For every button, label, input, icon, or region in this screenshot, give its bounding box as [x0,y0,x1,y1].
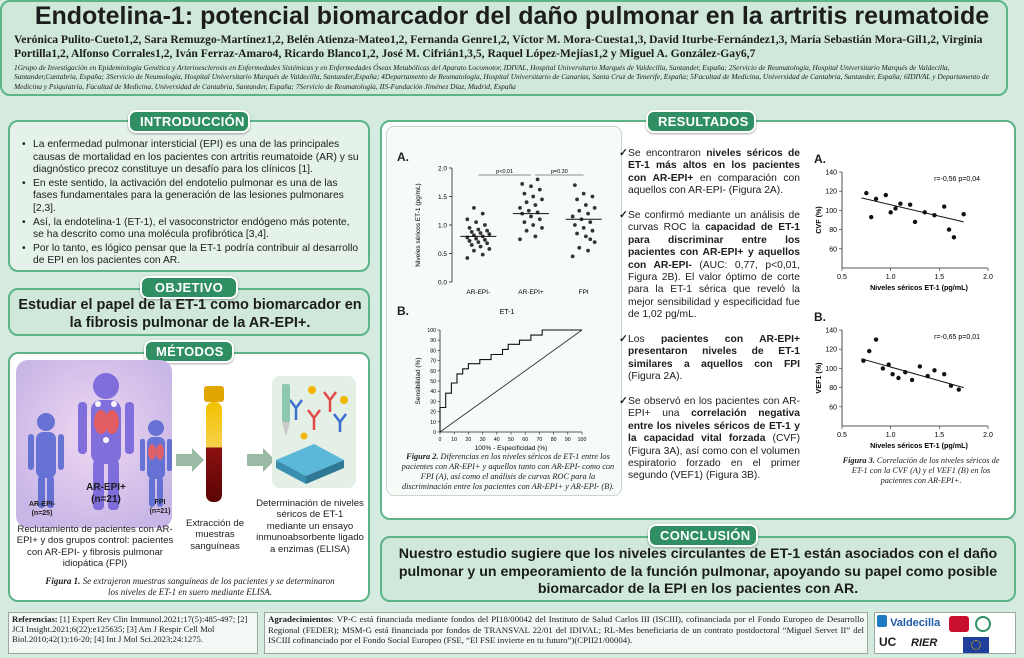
fig2b-chart [412,308,618,454]
x-tick-label: 20 [465,437,472,443]
fig3-caption-text: Correlación de los niveles séricos de ET-1 con la CVF (A) y el VEF1 (B) en los pacientes con AR-EPI+. [851,456,1000,485]
y-tick-label: 100 [825,365,837,373]
y-tick-label: 120 [825,346,837,354]
y-tick-label: 100 [427,328,436,334]
data-point [536,178,540,182]
y-axis-label: Niveles séricos ET-1 (pg/mL) [415,183,422,267]
data-point [942,204,946,208]
x-tick-label: FPI [578,289,589,296]
data-point [961,212,965,216]
data-point [468,239,472,243]
x-tick-label: 2.0 [983,274,993,281]
significance-label: p<0.01 [496,169,514,175]
data-point [470,243,474,247]
arrow-right-icon [247,448,275,472]
fig2a-panel-label: A. [397,150,409,164]
y-tick-label: 0 [433,430,436,436]
acknowledgements-body: : VP-C está financiada mediante fondos del PI18/00042 del Instituto de Salud Carlos III (ISCIII), cofinanciada por el Fondo Europeo de Desarrollo Regional (FEDER); MSM-G está financiada por fondos de TRANSVAL 22/01 del IDIVAL; RL-Mes beneficiaria de un contrato postdoctoral “Miguel Servet II” del ISCIII cofinanciado por el Fondo Social Europeo (FSE, “El FSE invierte en tu futuro”)(CPII21/00004). [268,614,864,646]
correlation-annotation: r=-0,56 p=0,04 [934,176,980,183]
y-tick-label: 100 [825,207,837,215]
data-point [593,240,597,244]
chart-title: ET-1 [499,309,515,316]
significance-label: p=0.30 [550,169,568,175]
y-tick-label: 140 [825,169,837,177]
data-point [896,376,900,380]
data-point [571,215,575,219]
logos-box [874,612,1016,654]
result-bullet-pre: Los [628,334,661,345]
data-point [485,241,489,245]
methods-heading: MÉTODOS [144,340,234,363]
data-point [487,232,491,236]
result-bullet-pre: Se confirmó mediante un análisis de curvas ROC la [628,210,800,234]
affiliations: 1Grupo de Investigación en Epidemiología Genética y Arterioesclerosis en Enfermedades Sistémicas y en Enfermedades Óseas Metabólicas del Aparato Locomotor, IDIVAL, Hospital Universitario Marqués de Valdecilla, Santander, España; 2Servicio de Reumatología, Hospital Universitario Marqués de Valdecilla, Santander,Cantabria, España; 3Servicio de Neumología, Hospital Universitario Marqués de Valdecilla, Santander,España; 4Departamento de Reumatología, Hospital Universitario de Canarias, Santa Cruz de Tenerife, España; 5Facultad de Medicina, Universidad de Cantabria, Santander, España; 6IDIVAL y Departamento de Medicina y Psiquiatría, Facultad de Medicina, Universidad de Cantabria, Santander, España; 7Servicio de Reumatología, IIS-Fundación Jiménez Díaz, Madrid, España [14,63,989,91]
data-point [874,337,878,341]
x-tick-label: 60 [522,437,529,443]
y-tick-label: 60 [829,246,837,254]
data-point [465,217,469,221]
x-tick-label: 0.5 [837,274,847,281]
data-point [898,201,902,205]
data-point [472,249,476,253]
data-point [932,213,936,217]
intro-bullet: • Así, la endotelina-1 (ET-1), el vasoconstrictor endógeno más potente, se ha descrito como una molécula profibrótica [3,4]. [20,217,362,242]
data-point [465,256,469,260]
y-tick-label: 80 [829,385,837,393]
data-point [887,362,891,366]
data-point [925,374,929,378]
valdecilla-logo-text: Valdecilla [890,617,941,629]
y-axis-label: Sensibilidad (%) [415,357,422,405]
data-point [474,220,478,224]
data-point [525,200,529,204]
data-point [534,203,538,207]
result-bullet-post: (Figura 2A). [628,371,683,383]
fig3-caption [836,456,1006,486]
data-point [518,237,522,241]
data-point [593,206,597,210]
references-list: [1] Expert Rev Clin Immunol.2021;17(5):485-497; [2] JCI Insight.2021;6(22):e125635; [3] Am J Respir Cell Mol Biol.2010;42(1):16-20; [4] Int J Mol Sci.2023;24:1275. [12,614,248,644]
data-point [529,184,533,188]
data-point [952,235,956,239]
data-point [540,197,544,201]
regression-line [861,359,963,388]
data-point [586,212,590,216]
conclusion-heading: CONCLUSIÓN [648,524,758,547]
checkmark-icon: ✓ [619,210,628,221]
x-axis-label: 100% - Especificidad (%) [474,445,548,452]
data-point [481,253,485,257]
intro-bullet: • En este sentido, la activación del endotelio pulmonar es una de las fases fundamentales para la generación de las lesiones pulmonares [2,3]. [20,178,362,216]
x-tick-label: 90 [564,437,571,443]
y-tick-label: 30 [430,399,436,406]
data-point [476,228,480,232]
data-point [523,220,527,224]
result-bullet-pre: Se encontraron [628,148,707,159]
data-point [523,192,527,196]
uc-logo: UC [879,635,897,649]
spain-government-logo [949,616,969,632]
data-point [476,240,480,244]
y-tick-label: 40 [430,389,436,396]
data-point [472,206,476,210]
data-point [577,246,581,250]
data-point [588,220,592,224]
results-heading: RESULTADOS [646,110,756,133]
result-bullet-3 [619,334,800,384]
data-point [577,209,581,213]
poster-title: Endotelina-1: potencial biomarcador del daño pulmonar en la artritis reumatoide [34,2,990,30]
x-axis-label: Niveles séricos ET-1 (pg/mL) [870,283,968,292]
data-point [861,359,865,363]
blood-tube-icon [204,386,224,502]
arrow-right-icon [176,448,204,472]
data-point [479,231,483,235]
data-point [582,226,586,230]
data-point [913,220,917,224]
data-point [520,182,524,186]
conclusion-text: Nuestro estudio sugiere que los niveles circulantes de ET-1 están asociados con el daño pulmonar y un empeoramiento de la función pulmonar, apoyando su papel como posible biomarcador de la EPI en los pacientes con AR. [398,546,998,597]
y-tick-label: 60 [430,368,436,375]
x-tick-label: 2.0 [983,432,993,439]
group-right-label [142,498,178,516]
data-point [890,372,894,376]
references-text [12,614,256,644]
y-tick-label: 0.5 [437,251,447,258]
result-bullet-1 [619,148,800,198]
data-point [586,249,590,253]
data-point [575,197,579,201]
fig1-caption-text: Se extrajeron muestras sanguíneas de los pacientes y se determinaron los niveles de ET-1 en suero mediante ELISA. [82,576,335,597]
methods-step3: Determinación de niveles séricos de ET-1 mediante un ensayo inmunoabsorbente ligado a enzimas (ELISA) [256,498,364,555]
fig2a-chart [412,160,618,300]
valdecilla-logo [877,615,941,633]
data-point [483,223,487,227]
objective-heading: OBJETIVO [140,276,238,299]
data-point [957,387,961,391]
data-point [910,378,914,382]
acknowledgements-text [268,614,864,646]
y-tick-label: 120 [825,188,837,196]
group-center-name: AR-EPI+ [86,482,126,493]
intro-bullet: • Por lo tanto, es lógico pensar que la ET-1 podría contribuir al desarrollo de EPI en los pacientes con AR. [20,243,362,268]
checkmark-icon: ✓ [619,148,628,159]
x-tick-label: 50 [508,437,514,443]
y-tick-label: 80 [829,227,837,235]
data-point [949,383,953,387]
author-list: Verónica Pulito-Cueto1,2, Sara Remuzgo-Martínez1,2, Belén Atienza-Mateo1,2, Fernanda Genre1,2, Víctor M. Mora-Cuesta1,3, David Iturbe-Fernández1,3, María Sebastián Mora-Gil1,2, Virginia Portilla1,2, Alfonso Corrales1,2, Iván Ferraz-Amaro4, Ricardo Blanco1,2, José M. Cifrián1,3,5, Raquel López-Mejías1,2 y Miguel A. González-Gay6,7 [14,33,983,60]
data-point [573,183,577,187]
x-tick-label: 1.0 [885,432,896,439]
data-point [908,202,912,206]
data-point [518,206,522,210]
data-point [584,203,588,207]
data-point [918,364,922,368]
data-point [474,237,478,241]
methods-step1: Reclutamiento de pacientes con AR-EPI+ y dos grupos control: pacientes con AR-EPI- y fibrosis pulmonar idiopática (FPI) [16,524,174,570]
fig2b-panel-label: B. [397,304,409,318]
group-left-label [22,500,62,518]
rier-logo: RIER [911,637,938,649]
data-point [582,192,586,196]
fig3b-chart [812,322,1008,452]
fig3b-panel-label: B. [814,310,826,324]
data-point [481,212,485,216]
data-point [534,235,538,239]
y-tick-label: 60 [829,404,837,412]
intro-bullets [20,139,362,269]
y-tick-label: 10 [430,419,436,426]
fig3-caption-label: Figura 3. [842,456,875,465]
result-bullet-4 [619,396,801,483]
result-bullet-post: en comparación con aquellos con AR-EPI- (Figura 2A). [628,172,800,197]
y-axis-label: VEF1 (%) [814,362,823,394]
references-label: Referencias: [12,614,58,624]
data-point [903,370,907,374]
y-tick-label: 90 [430,338,436,345]
fig1-caption-label: Figura 1. [45,576,81,586]
intro-bullet: • La enfermedad pulmonar intersticial (EPI) es una de las principales causas de mortalidad en los pacientes con artritis reumatoide (AR) y su diagnóstico precoz constituye un desafío para los clínicos [1]. [20,139,362,177]
data-point [584,235,588,239]
x-tick-label: 80 [550,437,557,443]
data-point [573,223,577,227]
methods-step2: Extracción de muestras sanguíneas [185,518,245,552]
x-tick-label: 1.5 [934,432,945,439]
y-tick-label: 2.0 [437,165,447,173]
y-tick-label: 1.5 [437,194,447,201]
data-point [531,195,535,199]
data-point [893,206,897,210]
data-point [591,195,595,199]
x-tick-label: AR-EPI- [466,289,491,296]
data-point [485,229,489,233]
data-point [529,215,533,219]
fig3a-chart [812,164,1008,294]
result-bullet-bold: capacidad de ET-1 para discriminar entre los pacientes con AR-EPI+ y aquellos con AR-EPI- [628,222,800,271]
correlation-annotation: r=-0,65 p=0,01 [934,334,980,341]
data-point [864,191,868,195]
x-tick-label: 30 [479,437,486,443]
data-point [479,245,483,249]
objective-text: Estudiar el papel de la ET-1 como biomarcador en la fibrosis pulmonar de la AR-EPI+. [18,297,362,331]
group-right-count: (n=21) [149,508,171,515]
acknowledgements-label: Agradecimientos [268,614,332,624]
poster-header [0,0,1008,96]
group-right-name: FPI [154,499,166,506]
x-tick-label: 0 [438,437,442,443]
y-tick-label: 50 [430,379,436,385]
group-left-name: AR-EPI- [28,501,56,508]
checkmark-icon: ✓ [619,334,628,345]
x-tick-label: 40 [493,437,500,443]
result-bullet-post: (AUC: 0,77, p<0,01, Figura 2B). El valor óptimo de corte para la ET-1 sérica que reveló la mejor sensibilidad y especificidad fue de 1,02 pg/mL. [628,259,800,321]
data-point [487,247,491,251]
data-point [531,223,535,227]
data-point [571,254,575,258]
y-tick-label: 1.0 [437,222,447,230]
y-axis-label: CVF (%) [814,206,823,234]
data-point [483,238,487,242]
group-center-count: (n=21) [91,494,121,505]
data-point [869,215,873,219]
result-bullet-bold: pacientes con AR-EPI+ presentaron niveles de ET-1 similares a aquellos con FPI [628,334,800,370]
x-axis-label: Niveles séricos ET-1 (pg/mL) [870,441,968,450]
result-bullet-2 [619,210,800,322]
data-point [867,349,871,353]
eu-flag-logo [963,637,989,653]
y-tick-label: 70 [430,358,436,365]
data-point [538,188,542,192]
y-tick-label: 20 [430,409,436,416]
fig2-caption-text: Diferencias en los niveles séricos de ET-1 entre los pacientes con AR-EPI+ y aquellos tanto con AR-EPI- como con FPI (A), así como el análisis de curvas ROC para la discriminación entre los pacientes con AR-EPI+ y AR-EPI- (B). [401,452,615,491]
x-tick-label: 1.5 [934,274,945,281]
y-tick-label: 0.0 [437,279,447,287]
data-point [588,237,592,241]
data-point [888,210,892,214]
x-tick-label: AR-EPI+ [518,289,544,296]
regression-line [861,198,963,222]
data-point [923,210,927,214]
seal-logo [975,616,991,632]
y-tick-label: 140 [825,327,837,335]
group-center-label [84,482,128,506]
x-tick-label: 0.5 [837,432,847,439]
fig3a-panel-label: A. [814,152,826,166]
data-point [470,230,474,234]
y-tick-label: 80 [430,348,436,355]
result-bullet-pre: Se observó en los pacientes con AR-EPI+ una [628,396,800,420]
result-bullet-bold: niveles séricos de ET-1 más altos en los pacientes con AR-EPI+ [628,148,800,184]
intro-heading: INTRODUCCIÓN [128,110,250,133]
data-point [942,372,946,376]
x-tick-label: 100 [577,437,587,443]
data-point [947,227,951,231]
fig1-caption [40,576,340,598]
data-point [881,366,885,370]
data-point [525,229,529,233]
fig2-caption [400,452,616,492]
data-point [591,229,595,233]
result-bullet-bold: correlación negativa entre los niveles séricos de ET-1 y la capacidad vital forzada [628,408,801,445]
reference-diagonal [440,330,582,432]
fig2-caption-label: Figura 2. [406,452,439,461]
group-left-count: (n=25) [31,510,53,517]
x-tick-label: 10 [451,437,458,443]
data-point [575,232,579,236]
result-bullet-post: (CVF) (Figura 3A), así como con el volumen espiratorio forzado en el primer segundo (VEF1) (Figura 3B). [628,433,800,482]
data-point [884,193,888,197]
data-point [468,226,472,230]
x-tick-label: 70 [536,437,543,443]
data-point [527,209,531,213]
x-tick-label: 1.0 [885,274,896,281]
valdecilla-logo-icon [877,615,887,627]
data-point [874,197,878,201]
data-point [932,368,936,372]
data-point [540,226,544,230]
data-point [538,217,542,221]
checkmark-icon: ✓ [619,396,628,407]
